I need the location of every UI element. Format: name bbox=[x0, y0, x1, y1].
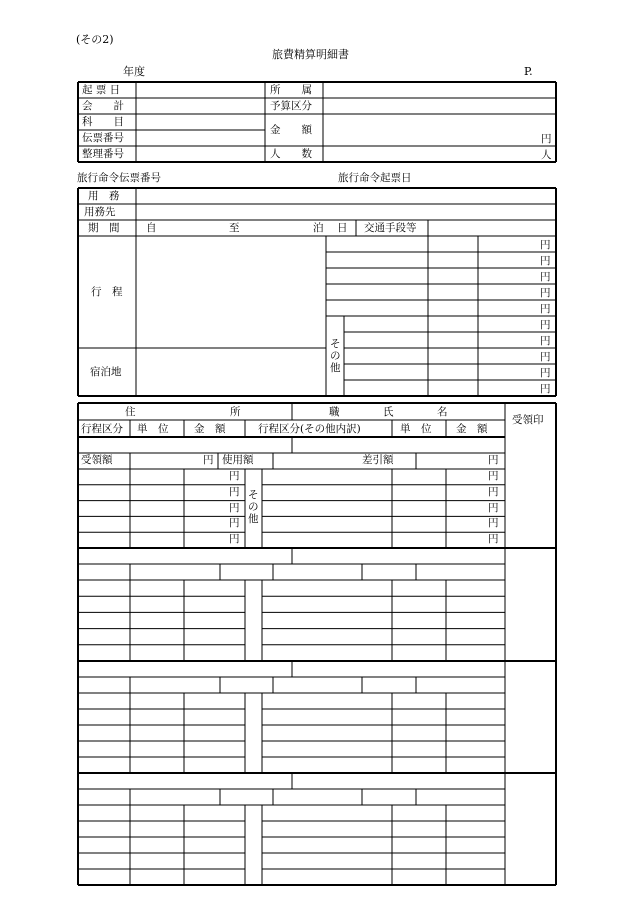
balance-label: 差引額 bbox=[362, 454, 394, 466]
sub-header-amount: 金 額 bbox=[194, 423, 226, 435]
account-item-label: 科 目 bbox=[82, 116, 124, 128]
reference-number-label: 整理番号 bbox=[82, 148, 124, 160]
payee-blocks bbox=[78, 437, 556, 885]
b1-right-yen-1: 円 bbox=[488, 470, 499, 482]
order-date-label: 旅行命令起票日 bbox=[338, 172, 412, 184]
yen-10: 円 bbox=[540, 383, 551, 395]
period-label: 期 間 bbox=[88, 222, 120, 234]
b1-right-yen-4: 円 bbox=[488, 517, 499, 529]
slip-number-label: 伝票番号 bbox=[82, 132, 124, 144]
b1-other-char-3: 他 bbox=[248, 513, 259, 525]
travel-table bbox=[78, 188, 556, 396]
balance-yen: 円 bbox=[488, 454, 499, 466]
b1-left-yen-3: 円 bbox=[229, 502, 240, 514]
budget-class-label: 予算区分 bbox=[270, 100, 312, 112]
amount-unit: 円 bbox=[541, 133, 552, 145]
name-char-2: 氏 bbox=[383, 406, 394, 418]
yen-7: 円 bbox=[540, 335, 551, 347]
page-number: (その2) bbox=[76, 33, 114, 46]
year-label: 年度 bbox=[123, 65, 145, 78]
b1-other-char-1: そ bbox=[248, 489, 259, 501]
destination-label: 用務先 bbox=[84, 206, 116, 218]
used-label: 使用額 bbox=[222, 454, 254, 466]
other-char-3: 他 bbox=[330, 362, 341, 374]
yen-6: 円 bbox=[540, 319, 551, 331]
b1-right-yen-5: 円 bbox=[488, 533, 499, 545]
other-char-2: の bbox=[330, 350, 341, 362]
sub-header-unit-2: 単 位 bbox=[400, 423, 432, 435]
b1-left-yen-5: 円 bbox=[229, 533, 240, 545]
yen-5: 円 bbox=[540, 303, 551, 315]
address-char-1: 住 bbox=[125, 406, 136, 418]
received-yen: 円 bbox=[203, 454, 214, 466]
people-unit: 人 bbox=[541, 149, 552, 161]
transport-label: 交通手段等 bbox=[364, 222, 417, 234]
purpose-label: 用 務 bbox=[88, 190, 120, 202]
created-date-label: 起 票 日 bbox=[82, 84, 121, 96]
address-char-2: 所 bbox=[230, 406, 241, 418]
yen-3: 円 bbox=[540, 271, 551, 283]
from-label: 自 bbox=[146, 222, 157, 234]
yen-8: 円 bbox=[540, 351, 551, 363]
headcount-label: 人 数 bbox=[270, 148, 312, 160]
yen-2: 円 bbox=[540, 255, 551, 267]
amount-label: 金 額 bbox=[270, 124, 312, 136]
yen-4: 円 bbox=[540, 287, 551, 299]
other-char-1: そ bbox=[330, 338, 341, 350]
page-label: P. bbox=[524, 65, 533, 78]
name-char-3: 名 bbox=[437, 406, 448, 418]
b1-right-yen-2: 円 bbox=[488, 486, 499, 498]
b1-other-char-2: の bbox=[248, 501, 259, 513]
payee-table bbox=[78, 403, 556, 885]
day-label: 日 bbox=[337, 222, 348, 234]
b1-left-yen-4: 円 bbox=[229, 517, 240, 529]
sub-header-unit: 単 位 bbox=[137, 423, 169, 435]
accounting-label: 会 計 bbox=[82, 100, 124, 112]
lodging-label: 宿泊地 bbox=[90, 366, 122, 378]
received-label: 受領額 bbox=[81, 454, 113, 466]
page-title: 旅費精算明細書 bbox=[272, 48, 349, 61]
department-label: 所 属 bbox=[270, 84, 312, 96]
to-label: 至 bbox=[229, 222, 240, 234]
sub-header-route: 行程区分 bbox=[81, 423, 123, 435]
header-table bbox=[78, 82, 556, 162]
sub-header-route-other: 行程区分(その他内訳) bbox=[258, 423, 361, 435]
yen-9: 円 bbox=[540, 367, 551, 379]
b1-left-yen-2: 円 bbox=[229, 486, 240, 498]
name-char-1: 職 bbox=[329, 406, 340, 418]
b1-left-yen-1: 円 bbox=[229, 470, 240, 482]
receipt-seal-label: 受領印 bbox=[512, 414, 544, 426]
itinerary-label: 行 程 bbox=[91, 286, 123, 298]
yen-1: 円 bbox=[540, 239, 551, 251]
order-slip-number-label: 旅行命令伝票番号 bbox=[77, 172, 161, 184]
b1-right-yen-3: 円 bbox=[488, 502, 499, 514]
sub-header-amount-2: 金 額 bbox=[456, 423, 488, 435]
night-label: 泊 bbox=[313, 222, 324, 234]
